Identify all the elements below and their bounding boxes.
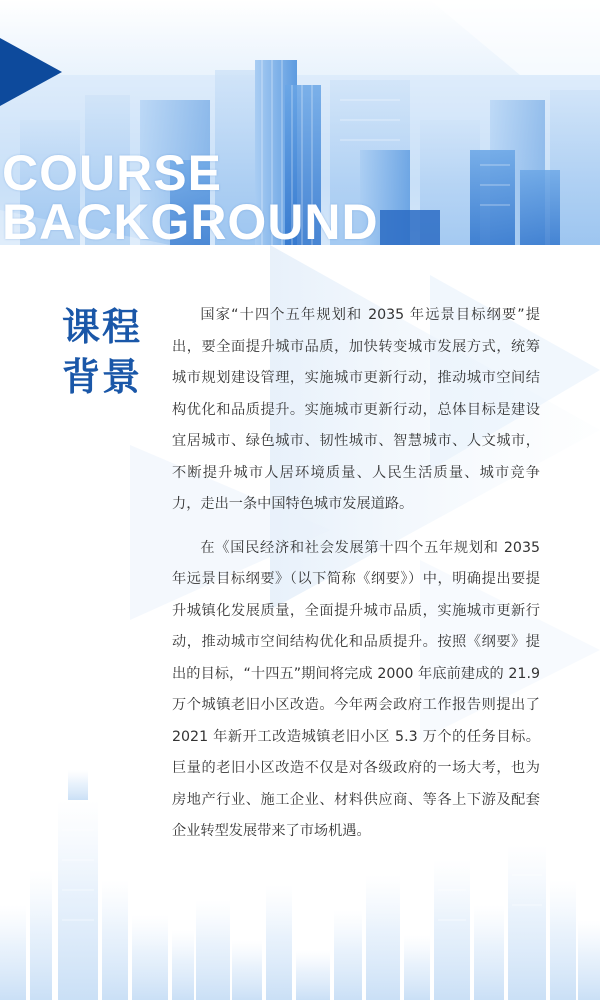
section-heading-line-1: 课程 [62,305,143,349]
paragraph-2: 在《国民经济和社会发展第十四个五年规划和 2035 年远景目标纲要》（以下简称《纲要》）中，明确提出要提升城镇化发展质量，全面提升城市品质，实施城市更新行动，推动城市空间结构优化和品质提升。按照《纲要》提出的目标，“十四五”期间将完成 2000 年底前建成的 21.9 万个城镇老旧小区改造。今年两会政府工作报告则提出了 2021 年新开工改造城镇老旧小区 5.3 万个的任务目标。巨量的老旧小区改造不仅是对各级政府的一场大考，也为房地产行业、施工企业、材料供应商、等各上下游及配套企业转型发展带来了市场机遇。 [172,539,540,839]
section-body [172,300,540,860]
section-heading [62,302,152,402]
english-title-line-2: BACKGROUND [2,194,379,245]
paragraph-1: 国家“十四个五年规划和 2035 年远景目标纲要”提出，要全面提升城市品质，加快转变城市发展方式，统筹城市规划建设管理，实施城市更新行动，推动城市空间结构优化和品质提升。实施城市更新行动，总体目标是建设宜居城市、绿色城市、韧性城市、智慧城市、人文城市，不断提升城市人居环境质量、人民生活质量、城市竞争力，走出一条中国特色城市发展道路。 [172,307,540,512]
blue-triangle-accent [0,0,70,110]
header-banner [0,0,600,245]
section-heading-line-2: 背景 [62,355,143,399]
english-title-line-1: COURSE [2,145,222,201]
